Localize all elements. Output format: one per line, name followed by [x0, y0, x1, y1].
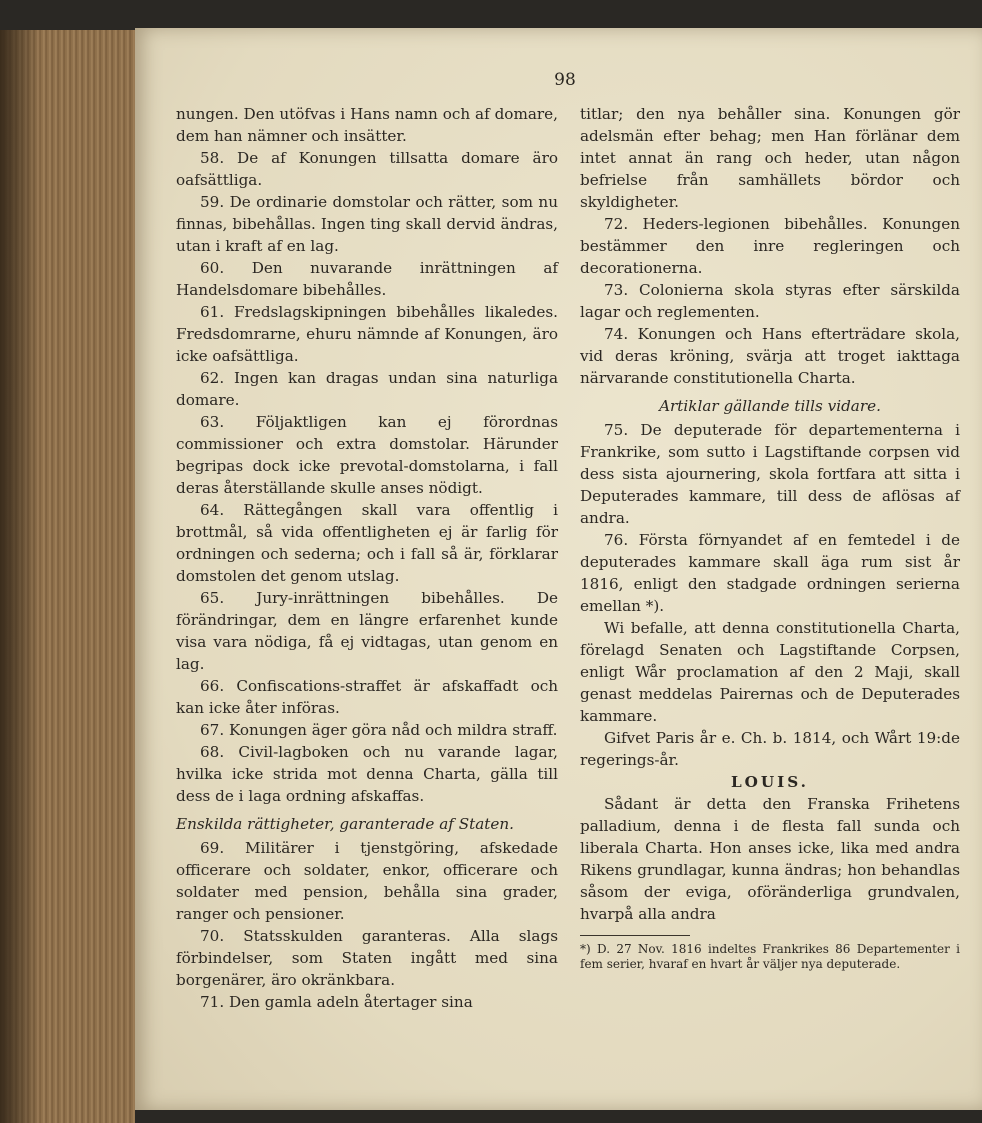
paragraph: titlar; den nya behåller sina. Konungen gör adelsmän efter behag; men Han förlänar dem intet annat än rang och heder, utan någon befrielse från samhällets bördor och skyldigheter.	[580, 105, 960, 211]
paragraph: 65. Jury-inrättningen bibehålles. De förändringar, dem en längre erfarenhet kunde visa vara nödiga, få ej vidtagas, utan genom en lag.	[176, 589, 558, 673]
left-text-column	[176, 103, 558, 1013]
royal-signature: LOUIS.	[731, 773, 809, 791]
paragraph: 60. Den nuvarande inrättningen af Handelsdomare bibehålles.	[176, 259, 558, 299]
paragraph: 64. Rättegången skall vara offentlig i brottmål, så vida offentligheten ej är farlig för ordningen och sederna; och i fall så är, förklarar domstolen det genom utslag.	[176, 501, 558, 585]
paragraph: 73. Colonierna skola styras efter särskilda lagar och reglementen.	[580, 281, 960, 321]
right-text-column	[580, 103, 960, 972]
paragraph: 62. Ingen kan dragas undan sina naturliga domare.	[176, 369, 558, 409]
paragraph: 70. Statsskulden garanteras. Alla slags förbindelser, som Staten ingått med sina borgenärer, äro okränkbara.	[176, 927, 558, 989]
paragraph: 58. De af Konungen tillsatta domare äro oafsättliga.	[176, 149, 558, 189]
paragraph: 61. Fredslagskipningen bibehålles likaledes. Fredsdomrarne, ehuru nämnde af Konungen, äro icke oafsättliga.	[176, 303, 558, 365]
paragraph: 63. Följaktligen kan ej förordnas commissioner och extra domstolar. Härunder begripas dock icke prevotal-domstolarna, i fall deras återställande skulle anses nödigt.	[176, 413, 558, 497]
scan-bottom-border	[135, 1110, 982, 1123]
footnote: *) D. 27 Nov. 1816 indeltes Frankrikes 86 Departementer i fem serier, hvaraf en hvart år väljer nya deputerade.	[580, 942, 960, 971]
paragraph: Gifvet Paris år e. Ch. b. 1814, och Wårt 19:de regerings-år.	[580, 729, 960, 769]
paragraph: nungen. Den utöfvas i Hans namn och af domare, dem han nämner och insätter.	[176, 105, 558, 145]
paragraph: Sådant är detta den Franska Frihetens palladium, denna i de flesta fall sunda och liberala Charta. Hon anses icke, lika med andra Rikens grundlagar, kunna ändras; hon behandlas såsom der eviga, oföränderliga grundvalen, hvarpå alla andra	[580, 795, 960, 923]
paragraph: 72. Heders-legionen bibehålles. Konungen bestämmer den inre regleringen och decorationerna.	[580, 215, 960, 277]
paragraph: 67. Konungen äger göra nåd och mildra straff.	[200, 721, 558, 739]
book-edge-shadow	[0, 30, 40, 1123]
paragraph: 74. Konungen och Hans efterträdare skola, vid deras kröning, svärja att troget iakttaga närvarande constitutionella Charta.	[580, 325, 960, 387]
paragraph: 68. Civil-lagboken och nu varande lagar, hvilka icke strida mot denna Charta, gälla till dess de i laga ordning afskaffas.	[176, 743, 558, 805]
paragraph: 75. De deputerade för departementerna i Frankrike, som sutto i Lagstiftande corpsen vid dess sista ajournering, skola fortfara att sitta i Deputerades kammare, till dess de aflösas af andra.	[580, 421, 960, 527]
section-heading: Artiklar gällande tills vidare.	[659, 397, 881, 415]
section-heading: Enskilda rättigheter, garanterade af Staten.	[176, 815, 514, 833]
footnote-divider	[580, 935, 690, 936]
paragraph: 66. Confiscations-straffet är afskaffadt och kan icke åter införas.	[176, 677, 558, 717]
paragraph: 59. De ordinarie domstolar och rätter, som nu finnas, bibehållas. Ingen ting skall dervid ändras, utan i kraft af en lag.	[176, 193, 558, 255]
paragraph: 76. Första förnyandet af en femtedel i de deputerades kammare skall äga rum sist år 1816, enligt den stadgade ordningen serierna emellan *).	[580, 531, 960, 615]
paragraph: 71. Den gamla adeln återtager sina	[200, 993, 473, 1011]
paragraph: Wi befalle, att denna constitutionella Charta, förelagd Senaten och Lagstiftande Corpsen, enligt Wår proclamation af den 2 Maji, skall genast meddelas Pairernas och de Deputerades kammare.	[580, 619, 960, 725]
scan-top-border	[0, 0, 982, 30]
page-number: 98	[554, 70, 576, 90]
paragraph: 69. Militärer i tjenstgöring, afskedade officerare och soldater, enkor, officerare och soldater med pension, behålla sina grader, ranger och pensioner.	[176, 839, 558, 923]
